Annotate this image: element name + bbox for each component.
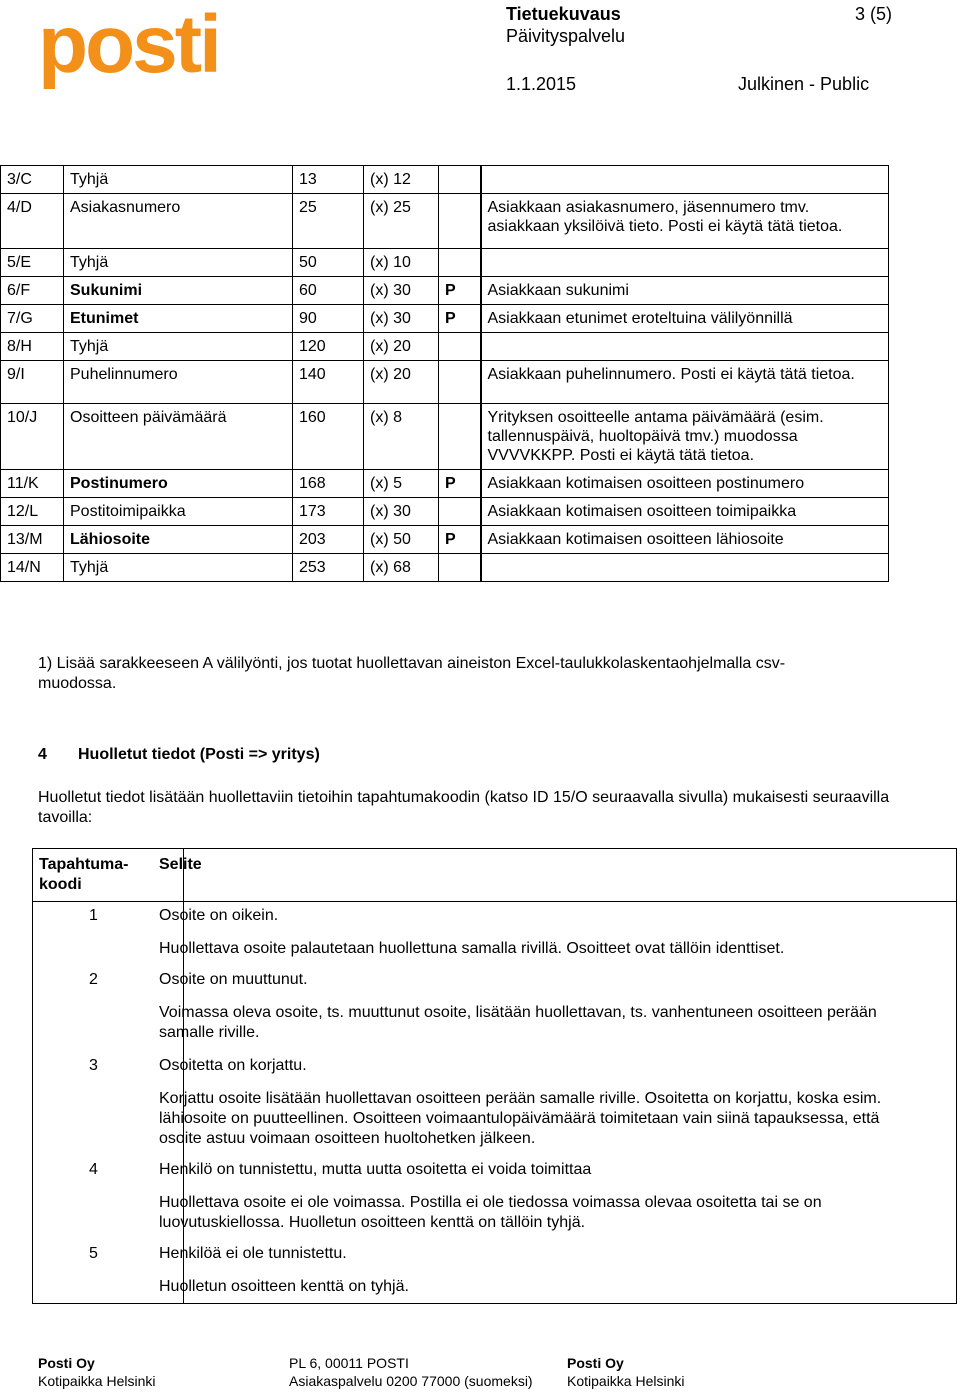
field-description: Asiakkaan etunimet eroteltuina välilyönnillä [481, 305, 889, 333]
event-long-description: Huollettava osoite ei ole voimassa. Postilla ei ole tiedossa voimassa olevaa osoitetta tai se on luovutuskiellossa. Huolletun osoitteen kenttä on tällöin tyhjä. [159, 1194, 822, 1231]
section-number: 4 [38, 746, 47, 763]
field-name: Osoitteen päivämäärä [64, 404, 293, 470]
event-short-description: Osoite on muuttunut. [159, 971, 308, 988]
field-id: 13/M [1, 526, 64, 554]
table-row [1, 498, 889, 526]
field-required [439, 554, 481, 582]
field-id: 4/D [1, 194, 64, 249]
field-position: 60 [293, 277, 364, 305]
table-row [1, 361, 889, 404]
event-codes-table [32, 848, 957, 1304]
field-description: Asiakkaan puhelinnumero. Posti ei käytä tätä tietoa. [481, 361, 889, 404]
field-length: (x) 12 [364, 166, 439, 194]
field-position: 120 [293, 333, 364, 361]
field-length: (x) 20 [364, 361, 439, 404]
field-description [481, 249, 889, 277]
field-name: Tyhjä [64, 166, 293, 194]
table-row [1, 333, 889, 361]
footer-company: Posti Oy Kotipaikka Helsinki [38, 1355, 156, 1389]
table-row [1, 554, 889, 582]
event-short-description: Osoitetta on korjattu. [159, 1057, 307, 1074]
field-name: Tyhjä [64, 333, 293, 361]
table-row [1, 249, 889, 277]
field-id: 5/E [1, 249, 64, 277]
fields-table [0, 165, 889, 582]
field-id: 12/L [1, 498, 64, 526]
table-row [1, 526, 889, 554]
field-description: Asiakkaan kotimaisen osoitteen lähiosoite [481, 526, 889, 554]
table-row [1, 166, 889, 194]
event-short-description: Henkilöä ei ole tunnistettu. [159, 1245, 347, 1262]
field-id: 11/K [1, 470, 64, 498]
field-description [481, 333, 889, 361]
table-divider [33, 901, 956, 902]
event-code: 2 [89, 971, 98, 988]
field-required [439, 498, 481, 526]
field-position: 13 [293, 166, 364, 194]
document-title: Tietuekuvaus [506, 4, 621, 24]
field-required [439, 249, 481, 277]
event-short-description: Henkilö on tunnistettu, mutta uutta osoitetta ei voida toimittaa [159, 1161, 592, 1178]
field-position: 173 [293, 498, 364, 526]
field-required: P [439, 305, 481, 333]
field-required: P [439, 470, 481, 498]
field-name: Tyhjä [64, 554, 293, 582]
field-length: (x) 30 [364, 498, 439, 526]
field-description [481, 554, 889, 582]
field-required [439, 166, 481, 194]
field-id: 14/N [1, 554, 64, 582]
field-required [439, 404, 481, 470]
field-description: Asiakkaan kotimaisen osoitteen toimipaikka [481, 498, 889, 526]
field-name: Postinumero [64, 470, 293, 498]
field-name: Lähiosoite [64, 526, 293, 554]
field-length: (x) 20 [364, 333, 439, 361]
field-length: (x) 30 [364, 305, 439, 333]
field-name: Asiakasnumero [64, 194, 293, 249]
event-short-description: Osoite on oikein. [159, 907, 279, 924]
field-length: (x) 8 [364, 404, 439, 470]
field-description: Asiakkaan asiakasnumero, jäsennumero tmv. asiakkaan yksilöivä tieto. Posti ei käytä tätä tietoa. [481, 194, 889, 249]
table-row [1, 404, 889, 470]
table-row [1, 470, 889, 498]
field-id: 10/J [1, 404, 64, 470]
event-long-description: Huollettava osoite palautetaan huollettuna samalla rivillä. Osoitteet ovat tällöin identtiset. [159, 940, 785, 957]
field-name: Sukunimi [64, 277, 293, 305]
field-required: P [439, 526, 481, 554]
posti-logo [38, 6, 223, 92]
posti-logo-wordmark: posti [38, 6, 219, 90]
field-name: Etunimet [64, 305, 293, 333]
table-row [1, 277, 889, 305]
field-required [439, 361, 481, 404]
footer-company-2: Posti Oy Kotipaikka Helsinki [567, 1355, 685, 1389]
column-header-description: Selite [159, 856, 202, 873]
column-header-code: Tapahtuma- koodi [39, 856, 129, 893]
event-long-description: Voimassa oleva osoite, ts. muuttunut osoite, lisätään huollettavan, ts. vanhentuneen osoitteen perään samalle riville. [159, 1004, 877, 1041]
page-number: 3 (5) [855, 4, 893, 24]
event-long-description: Huolletun osoitteen kenttä on tyhjä. [159, 1278, 409, 1295]
footnote: 1) Lisää sarakkeeseen A välilyönti, jos tuotat huollettavan aineiston Excel-taulukkolaskentaohjelmalla csv-muodossa. [38, 655, 786, 692]
field-name: Puhelinnumero [64, 361, 293, 404]
event-long-description: Korjattu osoite lisätään huollettavan osoitteen perään samalle riville. Osoitetta on korjattu, koska esim. lähiosoite on puutteellinen. Osoitteen voimaantulopäivämäärä toimitetaan vain siinä tapauksessa, että osoite astuu voimaan osoitteen huoltohetken jälkeen. [159, 1090, 882, 1147]
field-length: (x) 50 [364, 526, 439, 554]
field-position: 90 [293, 305, 364, 333]
document-date: 1.1.2015 [506, 74, 577, 94]
field-id: 8/H [1, 333, 64, 361]
event-code: 1 [89, 907, 98, 924]
field-name: Postitoimipaikka [64, 498, 293, 526]
event-code: 3 [89, 1057, 98, 1074]
field-length: (x) 5 [364, 470, 439, 498]
field-length: (x) 10 [364, 249, 439, 277]
footer-contact: PL 6, 00011 POSTI Asiakaspalvelu 0200 77000 (suomeksi) [289, 1355, 533, 1389]
field-description [481, 166, 889, 194]
field-required [439, 194, 481, 249]
document-subtitle: Päivityspalvelu [506, 26, 626, 46]
section-intro: Huolletut tiedot lisätään huollettaviin tietoihin tapahtumakoodin (katso ID 15/O seuraavalla sivulla) mukaisesti seuraavilla tavoilla: [38, 789, 890, 826]
field-position: 25 [293, 194, 364, 249]
field-id: 7/G [1, 305, 64, 333]
field-description: Yrityksen osoitteelle antama päivämäärä (esim. tallennuspäivä, huoltopäivä tmv.) muodossa VVVVKKPP. Posti ei käytä tätä tietoa. [481, 404, 889, 470]
event-code: 5 [89, 1245, 98, 1262]
field-position: 203 [293, 526, 364, 554]
field-position: 50 [293, 249, 364, 277]
field-required [439, 333, 481, 361]
field-id: 3/C [1, 166, 64, 194]
table-row [1, 305, 889, 333]
field-position: 160 [293, 404, 364, 470]
field-position: 253 [293, 554, 364, 582]
event-code: 4 [89, 1161, 98, 1178]
field-position: 140 [293, 361, 364, 404]
field-required: P [439, 277, 481, 305]
field-length: (x) 68 [364, 554, 439, 582]
document-classification: Julkinen - Public [738, 74, 870, 94]
section-title: Huolletut tiedot (Posti => yritys) [78, 746, 320, 763]
field-id: 6/F [1, 277, 64, 305]
field-length: (x) 30 [364, 277, 439, 305]
field-description: Asiakkaan sukunimi [481, 277, 889, 305]
table-row [1, 194, 889, 249]
field-id: 9/I [1, 361, 64, 404]
field-description: Asiakkaan kotimaisen osoitteen postinumero [481, 470, 889, 498]
field-name: Tyhjä [64, 249, 293, 277]
field-length: (x) 25 [364, 194, 439, 249]
field-position: 168 [293, 470, 364, 498]
